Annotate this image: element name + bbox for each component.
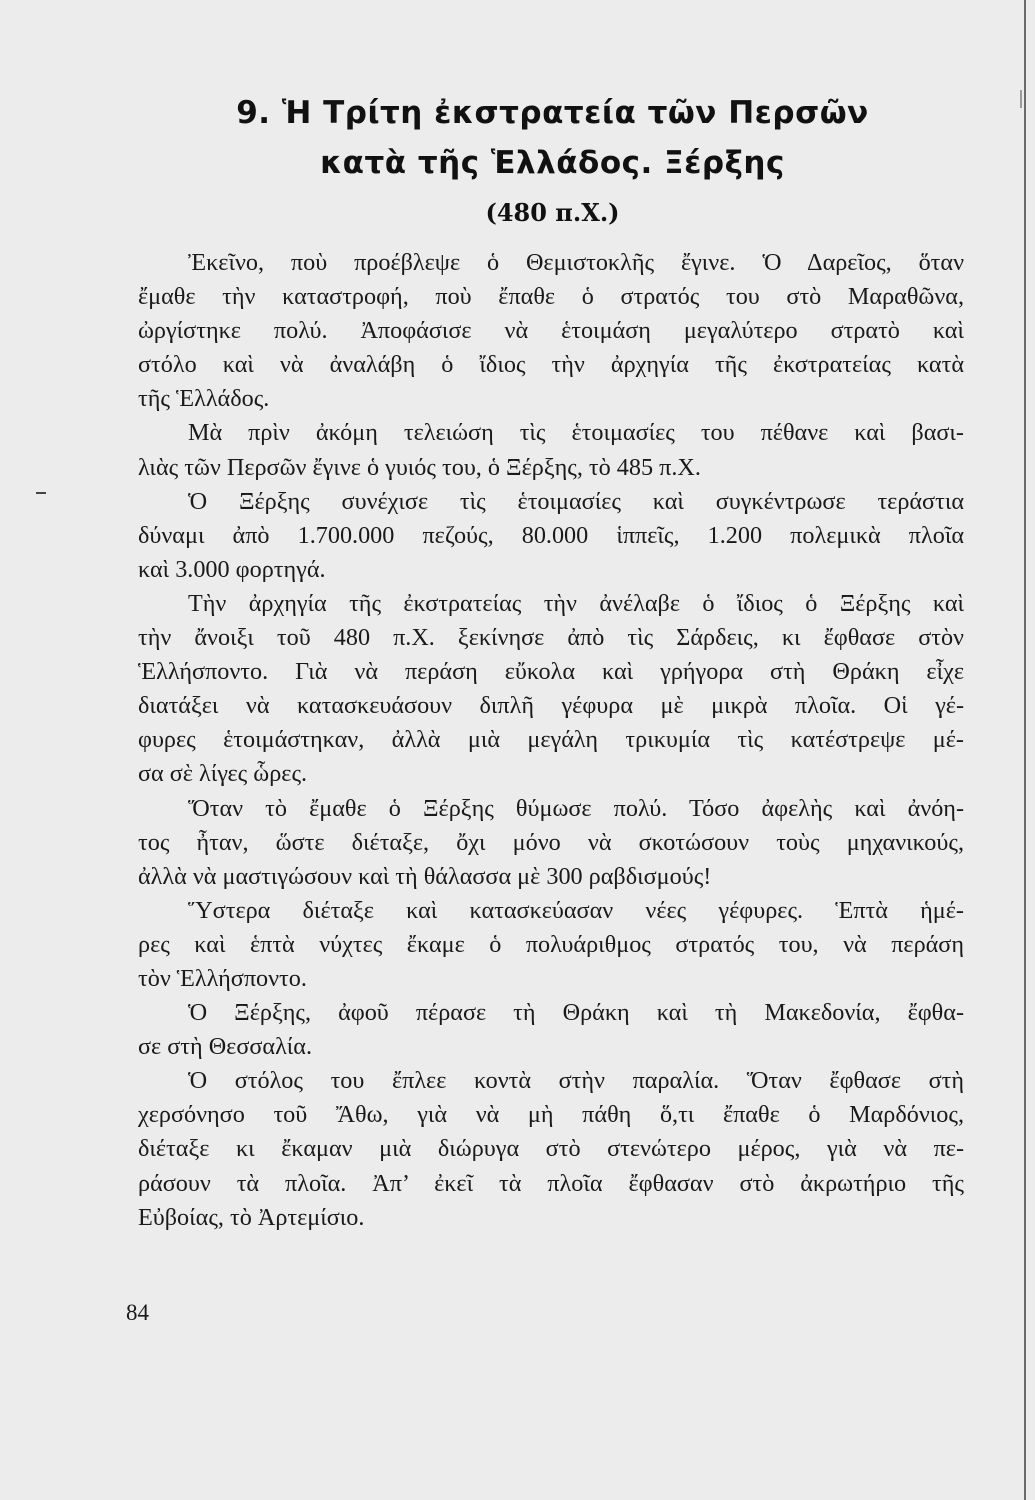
text-line: τῆς Ἑλλάδος. — [138, 385, 270, 413]
body-text — [138, 246, 964, 1235]
chapter-title-line-1: 9. Ἡ Τρίτη ἐκστρατεία τῶν Περσῶν — [236, 95, 869, 131]
text-line: τὸν Ἑλλήσποντο. — [138, 964, 307, 992]
text-line: τος ἦταν, ὥστε διέταξε, ὄχι μόνο νὰ σκοτώσουν τοὺς μηχανικούς, — [138, 828, 964, 856]
chapter-year: (480 π.Χ.) — [485, 198, 620, 227]
text-line: Ὁ στόλος του ἔπλεε κοντὰ στὴν παραλία. Ὅταν ἔφθασε στὴ — [188, 1067, 964, 1095]
text-line: Ὁ Ξέρξης, ἀφοῦ πέρασε τὴ Θράκη καὶ τὴ Μακεδονία, ἔφθα- — [188, 999, 964, 1027]
text-line: χερσόνησο τοῦ Ἄθω, γιὰ νὰ μὴ πάθη ὅ,τι ἔπαθε ὁ Μαρδόνιος, — [138, 1101, 964, 1129]
paragraph — [138, 485, 964, 587]
paragraph — [138, 587, 964, 792]
text-line: Εὐβοίας, τὸ Ἀρτεμίσιο. — [138, 1203, 365, 1231]
text-line: δύναμι ἀπὸ 1.700.000 πεζούς, 80.000 ἱππεῖς, 1.200 πολεμικὰ πλοῖα — [138, 521, 964, 549]
chapter-title-line-2: κατὰ τῆς Ἑλλάδος. Ξέρξης — [320, 145, 785, 181]
page-edge-line — [1024, 0, 1026, 1500]
text-line: Ἑλλήσποντο. Γιὰ νὰ περάση εὔκολα καὶ γρήγορα στὴ Θράκη εἶχε — [138, 658, 964, 686]
text-line: σα σὲ λίγες ὧρες. — [138, 760, 308, 788]
text-line: τὴν ἄνοιξι τοῦ 480 π.Χ. ξεκίνησε ἀπὸ τὶς Σάρδεις, κι ἔφθασε στὸν — [138, 624, 964, 652]
page-number: 84 — [126, 1300, 149, 1325]
page-edge-mark — [1020, 90, 1022, 108]
margin-mark — [36, 492, 46, 494]
chapter-heading — [140, 88, 965, 227]
paragraph — [138, 246, 964, 416]
text-line: καὶ 3.000 φορτηγά. — [138, 555, 326, 583]
text-line: σε στὴ Θεσσαλία. — [138, 1033, 313, 1061]
text-line: φυρες ἑτοιμάστηκαν, ἀλλὰ μιὰ μεγάλη τρικυμία τὶς κατέστρεψε μέ- — [138, 726, 964, 754]
paragraph — [138, 894, 964, 996]
text-line: διέταξε κι ἔκαμαν μιὰ διώρυγα στὸ στενώτερο μέρος, γιὰ νὰ πε- — [138, 1135, 964, 1163]
paragraph — [138, 996, 964, 1064]
paragraph — [138, 1064, 964, 1234]
text-line: Ὕστερα διέταξε καὶ κατασκεύασαν νέες γέφυρες. Ἑπτὰ ἡμέ- — [188, 896, 964, 924]
text-line: ρες καὶ ἑπτὰ νύχτες ἔκαμε ὁ πολυάριθμος στρατός του, νὰ περάση — [138, 930, 964, 958]
text-line: Μὰ πρὶν ἀκόμη τελειώση τὶς ἑτοιμασίες του πέθανε καὶ βασι- — [188, 419, 964, 447]
text-line: διατάξει νὰ κατασκευάσουν διπλῆ γέφυρα μὲ μικρὰ πλοῖα. Οἱ γέ- — [138, 692, 964, 720]
text-line: ἀλλὰ νὰ μαστιγώσουν καὶ τὴ θάλασσα μὲ 300 ραβδισμούς! — [138, 862, 712, 890]
paragraph — [138, 416, 964, 484]
text-line: λιὰς τῶν Περσῶν ἔγινε ὁ γυιός του, ὁ Ξέρξης, τὸ 485 π.Χ. — [138, 453, 701, 481]
text-line: Ὅταν τὸ ἔμαθε ὁ Ξέρξης θύμωσε πολύ. Τόσο ἀφελὴς καὶ ἀνόη- — [188, 794, 964, 822]
text-line: στόλο καὶ νὰ ἀναλάβη ὁ ἴδιος τὴν ἀρχηγία τῆς ἐκστρατείας κατὰ — [138, 351, 964, 379]
text-line: ράσουν τὰ πλοῖα. Ἀπ’ ἐκεῖ τὰ πλοῖα ἔφθασαν στὸ ἀκρωτήριο τῆς — [138, 1169, 964, 1197]
paragraph — [138, 792, 964, 894]
text-line: Ἐκεῖνο, ποὺ προέβλεψε ὁ Θεμιστοκλῆς ἔγινε. Ὁ Δαρεῖος, ὅταν — [188, 249, 964, 276]
text-line: ἔμαθε τὴν καταστροφή, ποὺ ἔπαθε ὁ στρατός του στὸ Μαραθῶνα, — [138, 283, 964, 311]
text-line: Ὁ Ξέρξης συνέχισε τὶς ἑτοιμασίες καὶ συγκέντρωσε τεράστια — [188, 487, 964, 515]
text-line: Τὴν ἀρχηγία τῆς ἐκστρατείας τὴν ἀνέλαβε ὁ ἴδιος ὁ Ξέρξης καὶ — [188, 589, 964, 617]
text-line: ὠργίστηκε πολύ. Ἀποφάσισε νὰ ἑτοιμάση μεγαλύτερο στρατὸ καὶ — [138, 317, 964, 345]
